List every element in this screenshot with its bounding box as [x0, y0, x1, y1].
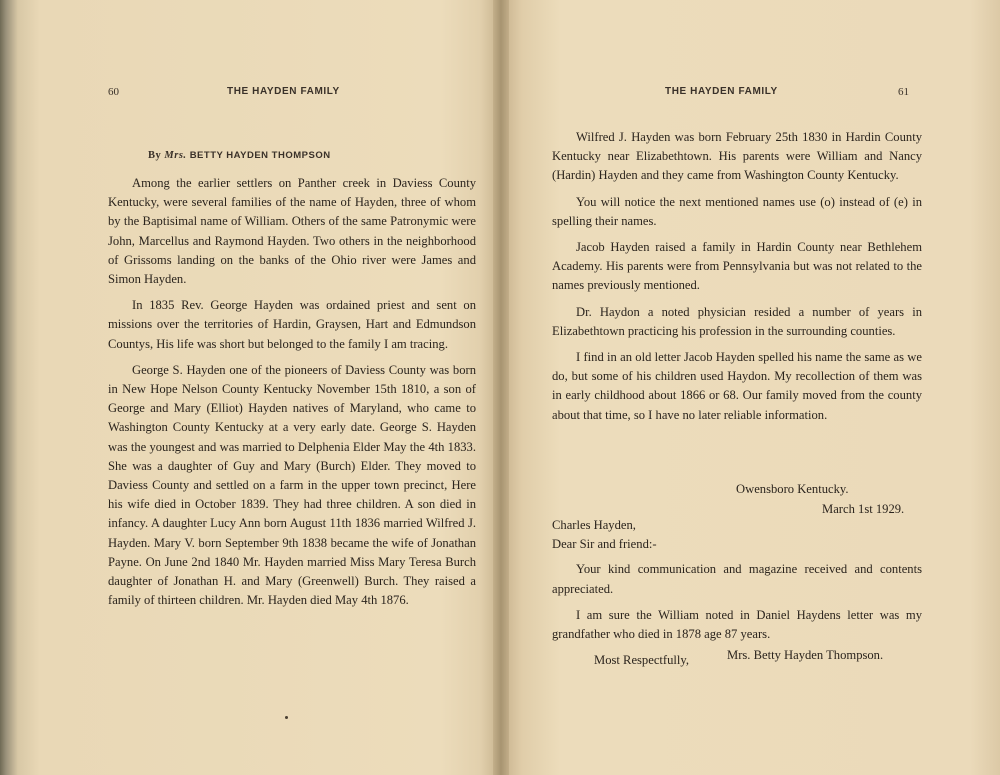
- letter-closing: Most Respectfully,: [594, 653, 690, 668]
- page-number-right: 61: [898, 86, 909, 98]
- paragraph: Wilfred J. Hayden was born February 25th 1830 in Hardin County Kentucky near Elizabethtown. His parents were William and Nancy (Hardin) Hayden and they came from Washington County Kentucky.: [552, 130, 922, 183]
- byline-title: Mrs.: [164, 150, 187, 161]
- byline-author: BETTY HAYDEN THOMPSON: [189, 150, 331, 161]
- byline: [148, 150, 448, 161]
- page-number-left: 60: [108, 86, 119, 98]
- running-head-left: THE HAYDEN FAMILY: [227, 86, 340, 97]
- right-page: [500, 0, 1000, 775]
- paragraph: George S. Hayden one of the pioneers of Daviess County was born in New Hope Nelson County Kentucky November 15th 1810, a son of George and Mary (Elliot) Hayden natives of Maryland, who came to Washington County Kentucky at a very early date. George S. Hayden was the youngest and was married to Delphenia Elder May the 4th 1833. She was a daughter of Guy and Mary (Burch) Elder. They moved to Daviess County and settled on a farm in the upper town precinct, Here his wife died in October 1839. They had three children. A son died in infancy. A daughter Lucy Ann born August 11th 1836 married Wilfred J. Hayden. Mary V. born September 9th 1838 became the wife of Jonathan Payne. On June 2nd 1840 Mr. Hayden married Miss Mary Teresa Burch daughter of Jonathan H. and Mary (Greenwell) Burch. They raised a family of thirteen children. Mr. Hayden died May 4th 1876.: [108, 362, 476, 608]
- paragraph: Jacob Hayden raised a family in Hardin County near Bethlehem Academy. His parents were from Pennsylvania but was not related to the names previously mentioned.: [552, 240, 922, 293]
- letter-place: Owensboro Kentucky.: [736, 482, 849, 496]
- letter-paragraph: Your kind communication and magazine received and contents appreciated.: [552, 562, 922, 596]
- letter-date: March 1st 1929.: [822, 502, 905, 516]
- byline-by: By: [148, 150, 162, 161]
- paragraph: You will notice the next mentioned names use (o) instead of (e) in spelling their names.: [552, 194, 922, 228]
- letter-signature: Mrs. Betty Hayden Thompson.: [727, 648, 884, 662]
- book-gutter: [493, 0, 509, 775]
- paragraph: In 1835 Rev. George Hayden was ordained priest and sent on missions over the territories of Hardin, Graysen, Hart and Edmundson Countys, His life was short but belonged to the family I am tracing.: [108, 298, 476, 351]
- running-head-right: THE HAYDEN FAMILY: [665, 86, 778, 97]
- right-body-text: [552, 128, 922, 432]
- letter-recipient: Charles Hayden,: [552, 518, 636, 532]
- letter-paragraph: I am sure the William noted in Daniel Haydens letter was my grandfather who died in 1878 age 87 years.: [552, 607, 922, 642]
- ink-mark: [285, 716, 288, 719]
- paragraph: Dr. Haydon a noted physician resided a number of years in Elizabethtown practicing his profession in the surrounding counties.: [552, 304, 922, 338]
- left-body-text: [108, 174, 476, 617]
- paragraph: I find in an old letter Jacob Hayden spelled his name the same as we do, but some of his children used Haydon. My recollection of them was in early childhood about 1866 or 68. Our family moved from the county about that time, so I have no later reliable information.: [552, 350, 922, 422]
- letter-salutation: Dear Sir and friend:-: [552, 537, 657, 552]
- paragraph: Among the earlier settlers on Panther creek in Daviess County Kentucky, were several families of the name of Hayden, three of whom by the Baptisimal name of William. Others of the same Patronymic were John, Marcellus and Raymond Hayden. Two others in the neighborhood of Grissoms landing on the banks of the Ohio river were James and Simon Hayden.: [108, 176, 476, 287]
